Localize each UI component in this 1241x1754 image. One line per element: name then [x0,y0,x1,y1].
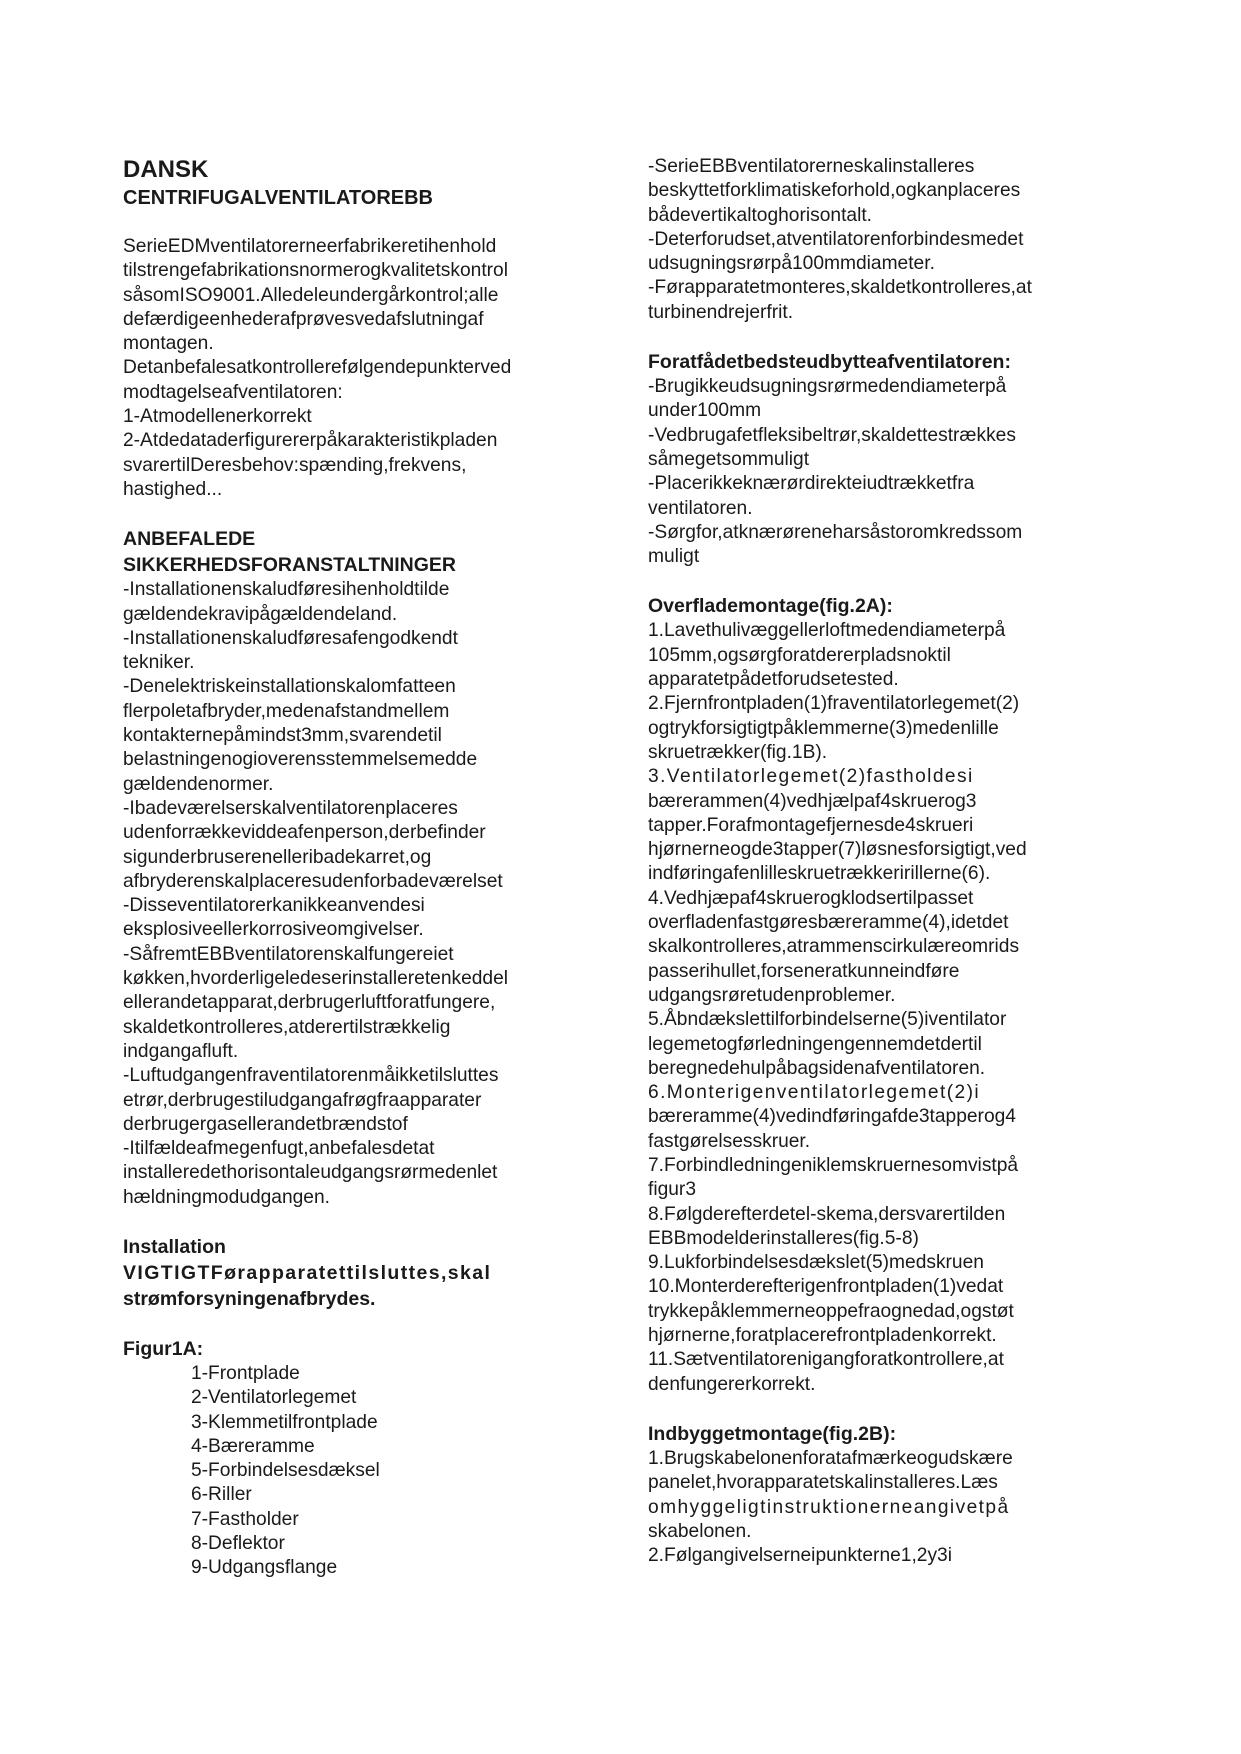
intro-line: såsomISO9001.Alledeleundergårkontrol;alle [123,284,499,306]
surface-step-line: EBBmodelderinstalleres(fig.5-8) [648,1227,919,1249]
surface-step-line: skruetrækker(fig.1B). [648,741,828,763]
safety-line: installeredethorisontaleudgangsrørmedenlet [123,1162,498,1184]
builtin-mount-heading: Indbyggetmontage(fig.2B): [648,1422,897,1445]
surface-step-line: hjørnerneogde3tapper(7)løsnesforsigtigt,ved [648,839,1027,861]
surface-step-line: 8.Følgderefterdetel-skema,dersvarertilden [648,1203,1006,1225]
right-column [648,155,1118,1568]
surface-step-line: ogtrykforsigtigtpåklemmerne(3)medenlille [648,717,999,739]
safety-line: -Luftudgangenfraventilatorenmåikketilsluttes [123,1065,499,1087]
surface-step-line: 5.Åbndækslettilforbindelserne(5)iventilator [648,1009,1007,1031]
safety-line: indgangafluft. [123,1040,239,1062]
list-item: 2-Ventilatorlegemet [191,1387,357,1409]
list-item: 4-Bæreramme [191,1435,315,1457]
surface-step-line: 10.Monterderefterigenfrontpladen(1)vedat [648,1276,1004,1298]
intro-line: montagen. [123,333,214,355]
safety-line: eksplosiveellerkorrosiveomgivelser. [123,919,424,941]
language-title: DANSK [123,156,209,183]
best-use-line: ventilatoren. [648,497,753,519]
intro-line: svarertilDeresbehov:spænding,frekvens, [123,454,467,476]
safety-line: gældendekravipågældendeland. [123,603,398,625]
placement-line: -Førapparatetmonteres,skaldetkontrolleres,at [648,277,1032,299]
list-item: 1-Frontplade [191,1362,300,1384]
surface-step-line: overfladenfastgøresbæreramme(4),idetdet [648,912,1009,934]
best-use-line: -Brugikkeudsugningsrørmedendiameterpå [648,376,1007,398]
safety-line: afbryderenskalplaceresudenforbadeværelset [123,870,503,892]
surface-step-line: legemetogførledningengennemdetdertil [648,1033,982,1055]
builtin-step-line: 1.Brugskabelonenforatafmærkeogudskære [648,1447,1013,1469]
surface-step-line: skalkontrolleres,atrammenscirkulæreomrids [648,936,1020,958]
intro-line: SerieEDMventilatorerneerfabrikeretihenhold [123,236,497,257]
surface-mount-section [648,619,1118,1397]
surface-step-line: trykkepåklemmerneoppefraognedad,ogstøt [648,1300,1014,1322]
best-use-line: under100mm [648,400,762,422]
best-use-line: -Vedbrugafetfleksibeltrør,skaldettestrækkes [648,424,1016,446]
surface-mount-heading: Overflademontage(fig.2A): [648,595,893,618]
surface-step-line: apparatetpådetforudsetested. [648,669,899,691]
safety-line: flerpoletafbryder,medenafstandmellem [123,700,450,722]
intro-line: hastighed... [123,478,223,500]
best-use-line: -Sørgfor,atknærøreneharsåstoromkredssom [648,521,1023,543]
surface-step-line: 4.Vedhjæpaf4skruerogklodsertilpasset [648,887,974,909]
intro-line: tilstrengefabrikationsnormerogkvalitetskontrol [123,260,508,282]
figure-parts-list [123,1362,593,1581]
builtin-mount-section [648,1447,1118,1568]
warning-line: VIGTIGTFørapparatettilsluttes,skal [123,1261,492,1284]
best-use-line: muligt [648,546,700,568]
surface-step-line: bærerammen(4)vedhjælpaf4skruerog3 [648,790,977,812]
placement-line: udsugningsrørpå100mmdiameter. [648,253,935,275]
list-item: 9-Udgangsflange [191,1557,338,1579]
safety-line: -Disseventilatorerkanikkeanvendesi [123,895,425,917]
surface-step-line: hjørnerne,foratplacerefrontpladenkorrekt. [648,1325,997,1347]
list-item: 8-Deflektor [191,1533,285,1555]
list-item: 5-Forbindelsesdæksel [191,1460,380,1482]
intro-section [123,235,593,502]
surface-step-line: passerihullet,forseneratkunneindføre [648,960,960,982]
safety-line: udenforrækkeviddeafenperson,derbefinder [123,822,486,844]
safety-line: -Installationenskaludføresafengodkendt [123,627,458,649]
list-item: 6-Riller [191,1484,252,1506]
intro-line: defærdigeenhederafprøvesvedafslutningaf [123,308,484,330]
surface-step-line: 2.Fjernfrontpladen(1)fraventilatorlegemet(2) [648,693,1020,715]
intro-line: 2-Atdedataderfigurererpåkarakteristikpladen [123,430,498,452]
safety-heading: SIKKERHEDSFORANSTALTNINGER [123,554,456,577]
safety-line: sigunderbruserenelleribadekarret,og [123,846,432,868]
safety-line: -SåfremtEBBventilatorenskalfungereiet [123,943,454,965]
product-subtitle: CENTRIFUGALVENTILATOREBB [123,187,433,209]
safety-line: belastningenogioverensstemmelsemedde [123,749,478,771]
surface-step-line: 6.Monterigenventilatorlegemet(2)i [648,1082,981,1104]
surface-step-line: 7.Forbindledningeniklemskruernesomvistpå [648,1154,1019,1176]
surface-step-line: beregnedehulpåbagsidenafventilatoren. [648,1057,986,1079]
surface-step-line: 9.Lukforbindelsesdækslet(5)medskruen [648,1252,984,1274]
safety-line: etrør,derbrugestiludgangafrøgfraapparater [123,1089,482,1111]
list-item: 7-Fastholder [191,1508,299,1530]
safety-line: derbrugergasellerandetbrændstof [123,1113,408,1135]
surface-step-line: fastgørelsesskruer. [648,1130,811,1152]
safety-line: kontakternepåmindst3mm,svarendetil [123,725,442,747]
placement-line: -SerieEBBventilatorerneskalinstalleres [648,156,975,177]
safety-heading: ANBEFALEDE [123,528,256,551]
intro-line: 1-Atmodellenerkorrekt [123,406,312,428]
safety-line: tekniker. [123,652,195,674]
safety-line: køkken,hvorderligeledeserinstalleretenkeddel [123,968,509,990]
surface-step-line: udgangsrøretudenproblemer. [648,984,896,1006]
placement-line: -Deterforudset,atventilatorenforbindesmedet [648,228,1024,250]
builtin-step-line: 2.Følgangivelserneipunkterne1,2y3i [648,1545,952,1567]
warning-line: strømforsyningenafbrydes. [123,1287,376,1310]
surface-step-line: 11.Sætventilatorenigangforatkontrollere,at [648,1349,1004,1371]
surface-step-line: bæreramme(4)vedindføringafde3tapperog4 [648,1106,1016,1128]
surface-step-line: denfungererkorrekt. [648,1373,816,1395]
builtin-step-line: omhyggeligtinstruktionerneangivetpå [648,1496,1010,1518]
surface-step-line: 1.Lavethulivæggellerloftmedendiameterpå [648,620,1006,642]
surface-step-line: tapper.Forafmontagefjernesde4skruerі [648,814,974,836]
placement-line: turbinendrejerfrit. [648,301,794,323]
placement-line: bådevertikaltoghorisontalt. [648,204,872,226]
best-use-line: såmegetsommuligt [648,448,810,470]
surface-step-line: 3.Ventilatorlegemet(2)fastholdesi [648,766,974,788]
left-column [123,155,593,1581]
builtin-step-line: skabelonen. [648,1520,752,1542]
placement-section [648,155,1118,325]
intro-line: Detanbefalesatkontrollerefølgendepunkterved [123,357,512,379]
builtin-step-line: panelet,hvorapparatetskalinstalleres.Læs [648,1472,998,1494]
safety-line: gældendenormer. [123,773,274,795]
surface-step-line: indføringafenlilleskruetrækkeririllerne(6). [648,863,991,885]
list-item: 3-Klemmetilfrontplade [191,1411,378,1433]
safety-line: -Denelektriskeinstallationskalomfatteen [123,676,456,698]
safety-line: -Installationenskaludføresihenholdtilde [123,579,450,601]
safety-line: hældningmodudgangen. [123,1186,330,1208]
safety-line: skaldetkontrolleres,atderertilstrækkelig [123,1016,451,1038]
safety-line: ellerandetapparat,derbrugerluftforatfungere, [123,992,496,1014]
best-use-line: -Placerikkeknærørdirekteiudtrækketfra [648,473,975,495]
intro-line: modtagelseafventilatoren: [123,381,343,403]
safety-line: -Ibadeværelserskalventilatorenplaceres [123,797,458,819]
best-use-heading: Foratfådetbedsteudbytteafventilatoren: [648,351,1011,374]
placement-line: beskyttetforklimatiskeforhold,ogkanplaceres [648,180,1021,202]
installation-heading: Installation [123,1235,226,1258]
surface-step-line: 105mm,ogsørgforatdererpladsnoktil [648,644,951,666]
figure-heading: Figur1A: [123,1337,204,1360]
safety-section [123,578,593,1210]
best-use-section [648,375,1118,569]
surface-step-line: figur3 [648,1179,696,1201]
safety-line: -Itilfældeafmegenfugt,anbefalesdetat [123,1138,435,1160]
